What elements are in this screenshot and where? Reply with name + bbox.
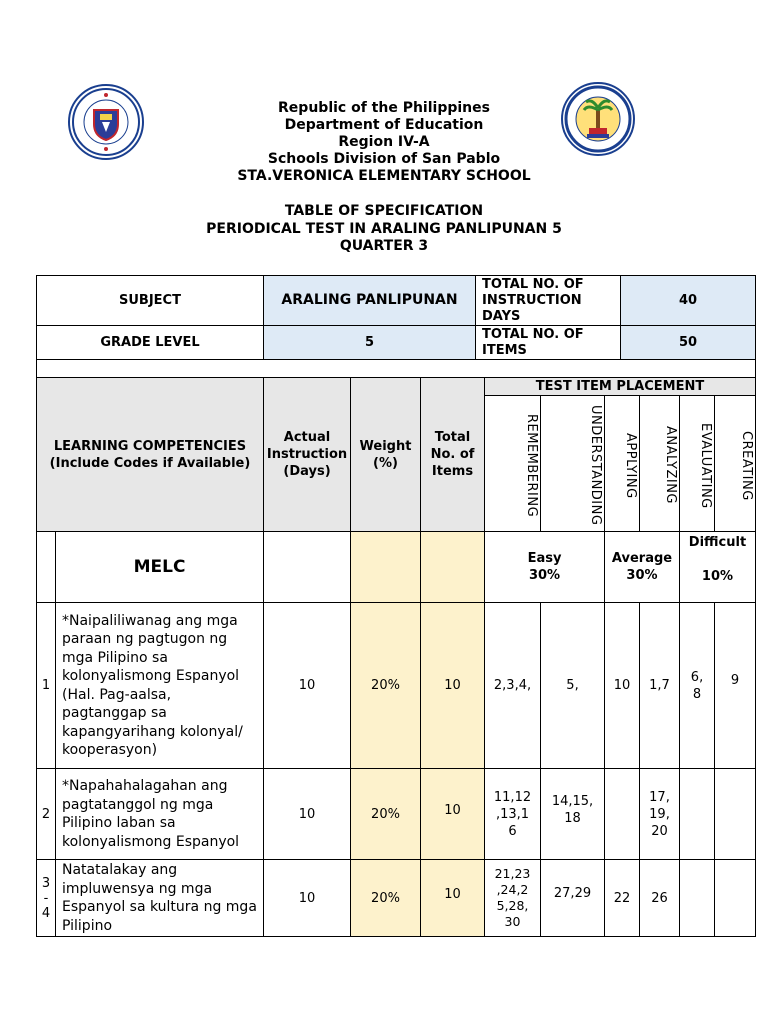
row3-num: 3 - 4 <box>36 859 56 937</box>
competencies-header: LEARNING COMPETENCIES (Include Codes if Available) <box>36 377 264 532</box>
row2-days: 10 <box>263 768 351 860</box>
total-items-header: Total No. of Items <box>420 377 485 532</box>
row1-days: 10 <box>263 602 351 769</box>
row2-creating <box>714 768 756 860</box>
row3-days: 10 <box>263 859 351 937</box>
creating-header: CREATING <box>714 395 756 532</box>
subject-label: SUBJECT <box>36 275 264 326</box>
evaluating-header: EVALUATING <box>679 395 715 532</box>
row1-weight: 20% <box>350 602 421 769</box>
row2-evaluating <box>679 768 715 860</box>
row1-understanding: 5, <box>540 602 605 769</box>
difficult-label: Difficult 10% <box>679 531 756 603</box>
row1-remembering: 2,3,4, <box>484 602 541 769</box>
spacer-row <box>36 359 756 378</box>
melc-label: MELC <box>55 531 264 603</box>
row3-remembering: 21,23 ,24,2 5,28, 30 <box>484 859 541 937</box>
row2-num: 2 <box>36 768 56 860</box>
row3-total: 10 <box>420 859 485 937</box>
row3-competency: Natatalakay ang impluwensya ng mga Espanyol sa kultura ng mga Pilipino <box>55 859 264 937</box>
test-item-placement-header: TEST ITEM PLACEMENT <box>484 377 756 396</box>
header-department: Department of Education <box>284 117 484 133</box>
analyzing-header: ANALYZING <box>639 395 680 532</box>
grade-level-value: 5 <box>263 325 476 360</box>
average-label: Average 30% <box>604 531 680 603</box>
document-title: TABLE OF SPECIFICATION <box>284 203 484 219</box>
row3-weight: 20% <box>350 859 421 937</box>
row2-understanding: 14,15, 18 <box>540 768 605 860</box>
row1-applying: 10 <box>604 602 640 769</box>
row2-competency: *Napahahalagahan ang pagtatanggol ng mga Pilipino laban sa kolonyalismong Espanyol <box>55 768 264 860</box>
document-quarter: QUARTER 3 <box>339 238 429 254</box>
row2-remembering: 11,12 ,13,1 6 <box>484 768 541 860</box>
row3-evaluating <box>679 859 715 937</box>
melc-total-cell <box>420 531 485 603</box>
row2-weight: 20% <box>350 768 421 860</box>
row3-creating <box>714 859 756 937</box>
row1-competency: *Naipaliliwanag ang mga paraan ng pagtugon ng mga Pilipino sa kolonyalismong Espanyol (Hal. Pag-aalsa, pagtanggap sa kapangyarihang kolonyal/ kooperasyon) <box>55 602 264 769</box>
row2-applying <box>604 768 640 860</box>
header-region: Region IV-A <box>338 134 430 150</box>
row2-analyzing: 17, 19, 20 <box>639 768 680 860</box>
easy-label: Easy 30% <box>484 531 605 603</box>
subject-value: ARALING PANLIPUNAN <box>263 275 476 326</box>
melc-weight-cell <box>350 531 421 603</box>
remembering-header: REMEMBERING <box>484 395 541 532</box>
actual-days-header: Actual Instruction (Days) <box>263 377 351 532</box>
row1-evaluating: 6, 8 <box>679 602 715 769</box>
grade-level-label: GRADE LEVEL <box>36 325 264 360</box>
row1-num: 1 <box>36 602 56 769</box>
instruction-days-value: 40 <box>620 275 756 326</box>
row3-analyzing: 26 <box>639 859 680 937</box>
total-items-value: 50 <box>620 325 756 360</box>
melc-num-cell <box>36 531 56 603</box>
header-school-name: STA.VERONICA ELEMENTARY SCHOOL <box>237 168 531 184</box>
row1-creating: 9 <box>714 602 756 769</box>
row3-applying: 22 <box>604 859 640 937</box>
weight-header: Weight (%) <box>350 377 421 532</box>
understanding-header: UNDERSTANDING <box>540 395 605 532</box>
instruction-days-label: TOTAL NO. OF INSTRUCTION DAYS <box>475 275 621 326</box>
header-division: Schools Division of San Pablo <box>267 151 501 167</box>
row1-analyzing: 1,7 <box>639 602 680 769</box>
header-republic: Republic of the Philippines <box>278 100 490 116</box>
row3-understanding: 27,29 <box>540 859 605 937</box>
row2-total: 10 <box>420 768 485 860</box>
melc-days-cell <box>263 531 351 603</box>
row1-total: 10 <box>420 602 485 769</box>
applying-header: APPLYING <box>604 395 640 532</box>
total-items-label: TOTAL NO. OF ITEMS <box>475 325 621 360</box>
document-subtitle: PERIODICAL TEST IN ARALING PANLIPUNAN 5 <box>206 221 562 237</box>
